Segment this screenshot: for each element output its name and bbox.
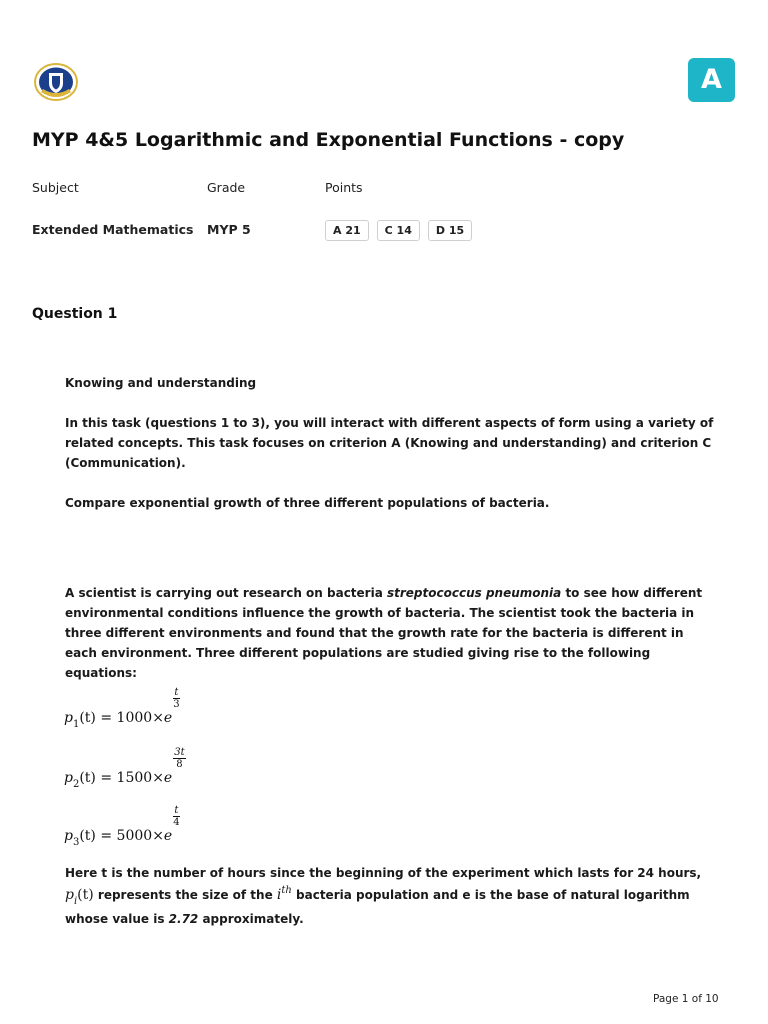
page-number: Page 1 of 10 <box>653 993 719 1005</box>
intro-paragraph: In this task (questions 1 to 3), you will interact with different aspects of form using a variety of related concepts. This task focuses on criterion A (Knowing and understanding) and criterion C (Communication). <box>65 416 714 470</box>
equation-1: $p_1(t) = 1000\times e$ $\frac{t}{3}$ <box>64 687 180 730</box>
section-heading: Knowing and understanding <box>65 376 257 390</box>
points-label: Points <box>325 180 363 195</box>
grade-label: Grade <box>207 180 246 195</box>
points-list <box>325 220 472 241</box>
compare-paragraph: Compare exponential growth of three different populations of bacteria. <box>65 496 550 510</box>
app-logo-badge: A <box>688 58 735 102</box>
points-chip-c: C 14 <box>377 220 420 241</box>
scenario-paragraph: A scientist is carrying out research on bacteria streptococcus pneumonia to see how different environmental conditions influence the growth of bacteria. The scientist took the bacteria in three different environments and found that the growth rate for the bacteria is different in each environment. Three different populations are studied giving rise to the following equations: <box>65 586 703 680</box>
grade-value: MYP 5 <box>207 222 251 237</box>
subject-value: Extended Mathematics <box>32 222 194 237</box>
points-chip-d: D 15 <box>428 220 472 241</box>
school-crest-logo <box>33 62 79 102</box>
page-title: MYP 4&5 Logarithmic and Exponential Functions - copy <box>32 129 625 151</box>
points-chip-a: A 21 <box>325 220 369 241</box>
equation-2: $p_2(t) = 1500\times e$ $\frac{3t}{8}$ <box>64 747 185 790</box>
question-title: Question 1 <box>32 306 118 322</box>
equation-3: $p_3(t) = 5000\times e$ $\frac{t}{4}$ <box>64 805 180 848</box>
subject-label: Subject <box>32 180 79 195</box>
explanation-paragraph: Here t is the number of hours since the beginning of the experiment which lasts for 24 hours, $p_i(t)$ represents the size of the $i^{th}$ bacteria population and e is the base of natural logarithm whose value is 2.72 approximately. <box>65 866 702 926</box>
